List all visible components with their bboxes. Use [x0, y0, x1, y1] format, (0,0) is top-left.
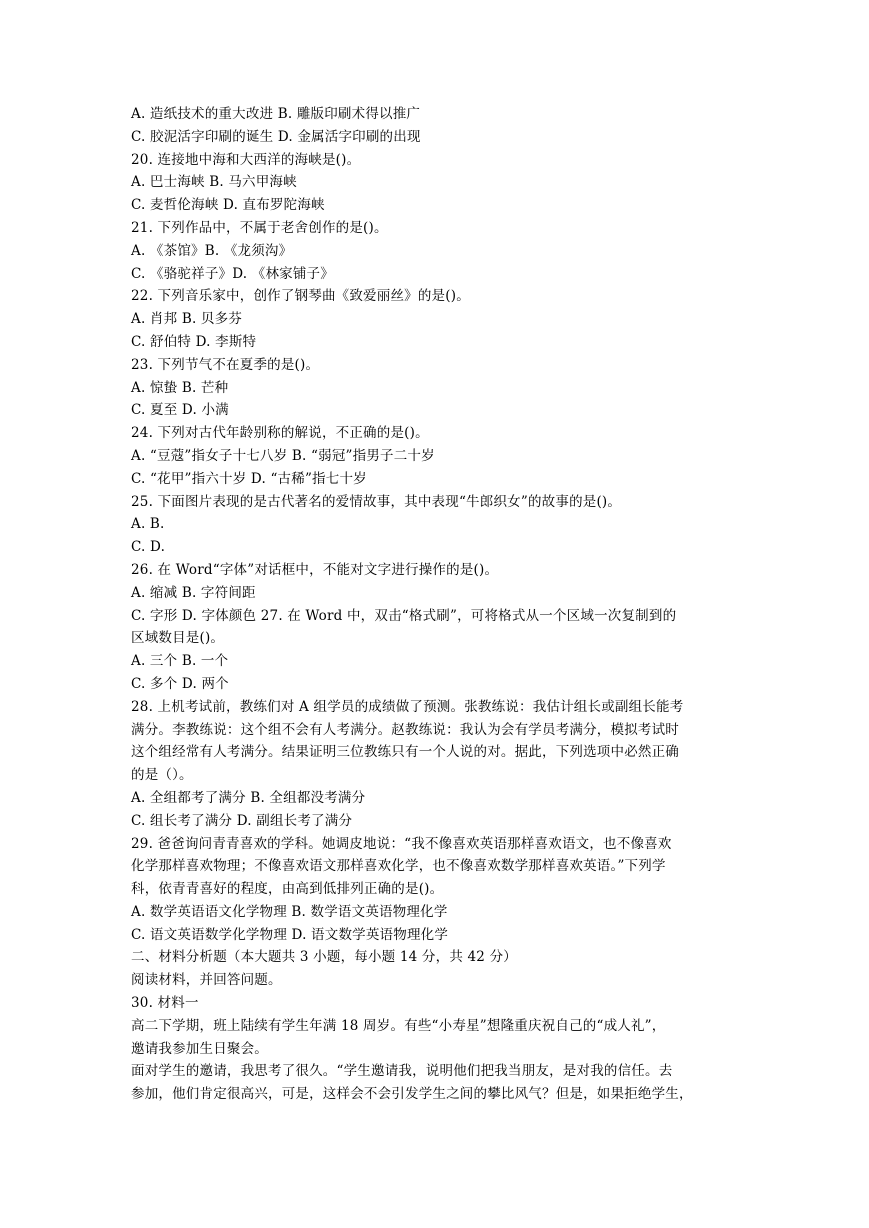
text-line: A. 全组都考了满分 B. 全组都没考满分	[131, 789, 366, 806]
text-line: A. 巴士海峡 B. 马六甲海峡	[131, 174, 297, 191]
text-line: A. B.	[131, 516, 165, 533]
text-line: 21. 下列作品中，不属于老舍创作的是()。	[131, 219, 388, 236]
text-line: A. 缩减 B. 字符间距	[131, 584, 256, 601]
text-line: 区域数目是()。	[131, 630, 225, 647]
text-line: C. 组长考了满分 D. 副组长考了满分	[131, 812, 353, 829]
text-line: A. “豆蔻”指女子十七八岁 B. “弱冠”指男子二十岁	[131, 447, 435, 464]
text-line: A. 《茶馆》B. 《龙须沟》	[131, 242, 293, 259]
text-line: 这个组经常有人考满分。结果证明三位教练只有一个人说的对。据此，下列选项中必然正确	[131, 744, 679, 761]
text-line: 参加，他们肯定很高兴，可是，这样会不会引发学生之间的攀比风气？但是，如果拒绝学生，	[131, 1086, 693, 1103]
text-line: A. 造纸技术的重大改进 B. 雕版印刷术得以推广	[131, 106, 421, 122]
text-line: 邀请我参加生日聚会。	[131, 1040, 268, 1057]
text-line: C. D.	[131, 539, 166, 556]
text-line: A. 三个 B. 一个	[131, 653, 229, 670]
text-line: 二、材料分析题（本大题共 3 小题，每小题 14 分，共 42 分）	[131, 949, 517, 966]
text-line: A. 肖邦 B. 贝多芬	[131, 311, 243, 328]
text-line: C. “花甲”指六十岁 D. “古稀”指七十岁	[131, 470, 367, 487]
text-line: 阅读材料，并回答问题。	[131, 972, 282, 989]
text-line: C. 麦哲伦海峡 D. 直布罗陀海峡	[131, 197, 325, 214]
text-line: A. 惊蛰 B. 芒种	[131, 379, 229, 396]
text-line: 25. 下面图片表现的是古代著名的爱情故事，其中表现“牛郎织女”的故事的是()。	[131, 493, 622, 510]
text-line: 面对学生的邀请，我思考了很久。“学生邀请我，说明他们把我当朋友，是对我的信任。去	[131, 1063, 673, 1080]
text-line: C. 多个 D. 两个	[131, 675, 229, 692]
text-line: C. 语文英语数学化学物理 D. 语文数学英语物理化学	[131, 926, 449, 943]
text-line: 化学那样喜欢物理；不像喜欢语文那样喜欢化学，也不像喜欢数学那样喜欢英语。”下列学	[131, 858, 666, 875]
text-line: C. 胶泥活字印刷的诞生 D. 金属活字印刷的出现	[131, 128, 421, 145]
text-line: C. 字形 D. 字体颜色 27. 在 Word 中，双击“格式刷”，可将格式从一个区域一次复制到的	[131, 607, 677, 624]
text-line: 20. 连接地中海和大西洋的海峡是()。	[131, 151, 361, 168]
text-line: 28. 上机考试前，教练们对 A 组学员的成绩做了预测。张教练说：我估计组长或副组长能考	[131, 698, 684, 715]
text-line: 24. 下列对古代年龄别称的解说，不正确的是()。	[131, 425, 429, 442]
document-body	[131, 103, 751, 1106]
text-line: 的是（）。	[131, 767, 193, 784]
text-line: C. 夏至 D. 小满	[131, 402, 229, 419]
text-line: C. 舒伯特 D. 李斯特	[131, 333, 257, 350]
text-line: 29. 爸爸询问青青喜欢的学科。她调皮地说：“我不像喜欢英语那样喜欢语文，也不像喜欢	[131, 835, 672, 852]
text-line: 科，依青青喜好的程度，由高到低排列正确的是()。	[131, 881, 444, 898]
text-line: 22. 下列音乐家中，创作了钢琴曲《致爱丽丝》的是()。	[131, 288, 470, 305]
text-line: 23. 下列节气不在夏季的是()。	[131, 356, 320, 373]
text-line: A. 数学英语语文化学物理 B. 数学语文英语物理化学	[131, 903, 448, 920]
text-line: 26. 在 Word“字体”对话框中，不能对文字进行操作的是()。	[131, 561, 499, 578]
text-line: 30. 材料一	[131, 995, 199, 1012]
text-line: C. 《骆驼祥子》D. 《林家铺子》	[131, 265, 334, 282]
text-line: 满分。李教练说：这个组不会有人考满分。赵教练说：我认为会有学员考满分，模拟考试时	[131, 721, 679, 738]
text-line: 高二下学期，班上陆续有学生年满 18 周岁。有些“小寿星”想隆重庆祝自己的“成人礼”，	[131, 1017, 666, 1034]
